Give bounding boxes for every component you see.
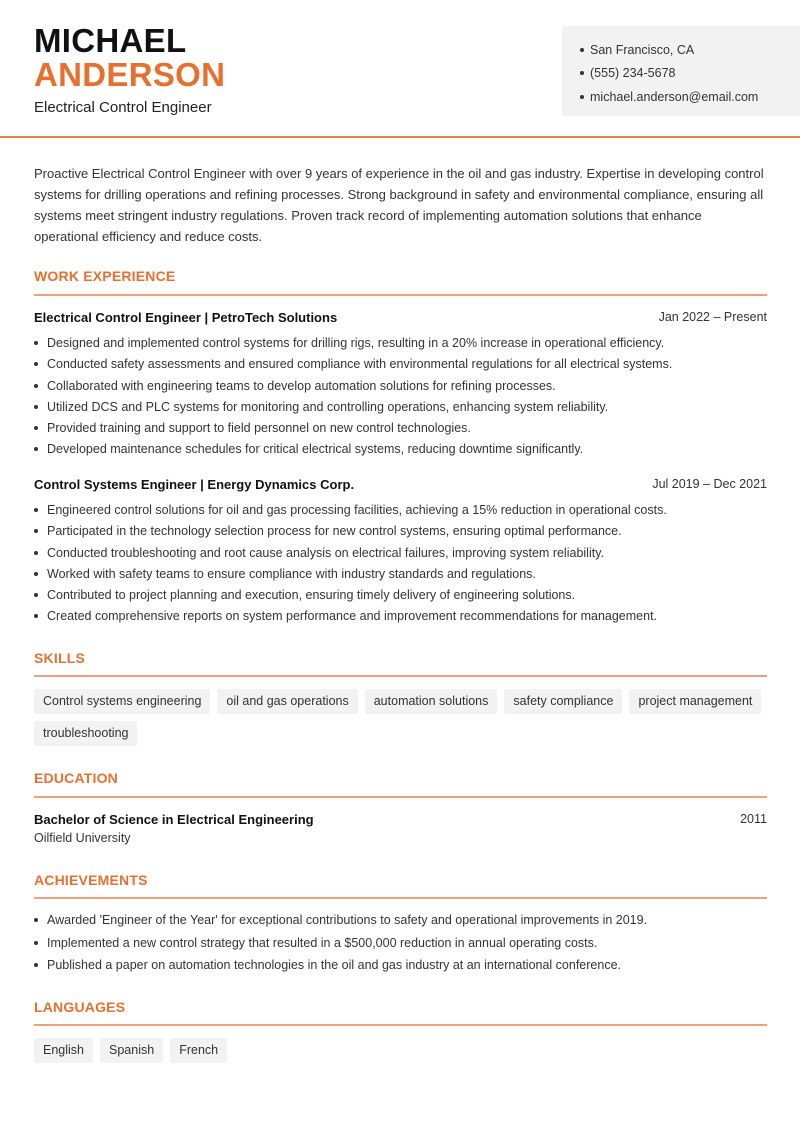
section-divider [34, 897, 767, 899]
job-title: Electrical Control Engineer [34, 99, 212, 116]
bullet-icon [34, 593, 38, 597]
professional-summary: Proactive Electrical Control Engineer with over 9 years of experience in the oil and gas industry. Expertise in developing control systems for drilling operations and refining processes. Strong background in safety and environmental compliance, ensuring all systems meet stringent industry regulations. Proven track record of implementing automation solutions that enhance operational efficiency and reduce costs. [34, 166, 764, 244]
skill-tag: project management [629, 689, 761, 714]
bullet-icon [34, 572, 38, 576]
list-item: Conducted safety assessments and ensured compliance with environmental regulations for all electrical systems. [34, 355, 774, 376]
skill-tag: safety compliance [504, 689, 622, 714]
bullet-icon [34, 614, 38, 618]
section-divider [34, 796, 767, 798]
section-title-education: EDUCATION [34, 770, 118, 786]
list-item: Provided training and support to field personnel on new control technologies. [34, 419, 774, 440]
contact-phone: (555) 234-5678 [580, 62, 800, 86]
skills-list [34, 689, 774, 753]
last-name: ANDERSON [34, 56, 226, 93]
bullet-icon [34, 963, 38, 967]
job-bullets [34, 501, 774, 629]
list-item: Designed and implemented control systems for drilling rigs, resulting in a 20% increase in operational efficiency. [34, 334, 774, 355]
list-item: Utilized DCS and PLC systems for monitoring and controlling operations, enhancing system reliability. [34, 398, 774, 419]
bullet-icon [34, 341, 38, 345]
job-dates: Jul 2019 – Dec 2021 [652, 477, 767, 491]
bullet-icon [580, 71, 584, 75]
graduation-year: 2011 [740, 812, 767, 826]
job-role: Electrical Control Engineer | PetroTech Solutions [34, 310, 338, 325]
bullet-icon [580, 48, 584, 52]
list-item: Created comprehensive reports on system performance and improvement recommendations for management. [34, 607, 774, 628]
list-item: Worked with safety teams to ensure compliance with industry standards and regulations. [34, 565, 774, 586]
section-divider [34, 675, 767, 677]
first-name: MICHAEL [34, 22, 187, 59]
languages-list [34, 1038, 774, 1070]
list-item: Engineered control solutions for oil and gas processing facilities, achieving a 15% reduction in operational costs. [34, 501, 774, 522]
skill-tag: troubleshooting [34, 721, 137, 746]
degree: Bachelor of Science in Electrical Engineering [34, 812, 314, 827]
list-item: Published a paper on automation technologies in the oil and gas industry at an international conference. [34, 956, 774, 979]
job-dates: Jan 2022 – Present [658, 310, 767, 324]
job-header [34, 477, 767, 492]
list-item: Awarded 'Engineer of the Year' for exceptional contributions to safety and operational improvements in 2019. [34, 911, 774, 934]
language-tag: English [34, 1038, 93, 1063]
list-item: Developed maintenance schedules for critical electrical systems, reducing downtime significantly. [34, 440, 774, 461]
bullet-icon [34, 529, 38, 533]
skill-tag: automation solutions [365, 689, 498, 714]
bullet-icon [34, 918, 38, 922]
language-tag: French [170, 1038, 227, 1063]
achievements-list [34, 911, 774, 979]
language-tag: Spanish [100, 1038, 163, 1063]
list-item: Contributed to project planning and execution, ensuring timely delivery of engineering solutions. [34, 586, 774, 607]
job-bullets [34, 334, 774, 462]
bullet-icon [34, 551, 38, 555]
section-title-work: WORK EXPERIENCE [34, 268, 176, 284]
bullet-icon [34, 447, 38, 451]
bullet-icon [34, 426, 38, 430]
education-header [34, 812, 767, 827]
job-header [34, 310, 767, 325]
section-title-achievements: ACHIEVEMENTS [34, 872, 148, 888]
section-divider [34, 1024, 767, 1026]
contact-location: San Francisco, CA [580, 38, 800, 62]
job-role: Control Systems Engineer | Energy Dynamics Corp. [34, 477, 355, 492]
bullet-icon [34, 941, 38, 945]
school-name: Oilfield University [34, 831, 131, 845]
contact-email[interactable]: michael.anderson@email.com [580, 85, 800, 109]
section-divider [34, 294, 767, 296]
section-title-languages: LANGUAGES [34, 999, 126, 1015]
resume-header [0, 0, 800, 138]
bullet-icon [34, 405, 38, 409]
skill-tag: Control systems engineering [34, 689, 210, 714]
list-item: Collaborated with engineering teams to develop automation solutions for refining processes. [34, 377, 774, 398]
bullet-icon [34, 384, 38, 388]
section-title-skills: SKILLS [34, 650, 85, 666]
bullet-icon [34, 362, 38, 366]
list-item: Implemented a new control strategy that resulted in a $500,000 reduction in annual operating costs. [34, 934, 774, 957]
contact-box [562, 26, 800, 116]
skill-tag: oil and gas operations [217, 689, 357, 714]
list-item: Participated in the technology selection process for new control systems, ensuring optimal performance. [34, 522, 774, 543]
bullet-icon [34, 508, 38, 512]
bullet-icon [580, 95, 584, 99]
list-item: Conducted troubleshooting and root cause analysis on electrical failures, improving system reliability. [34, 544, 774, 565]
